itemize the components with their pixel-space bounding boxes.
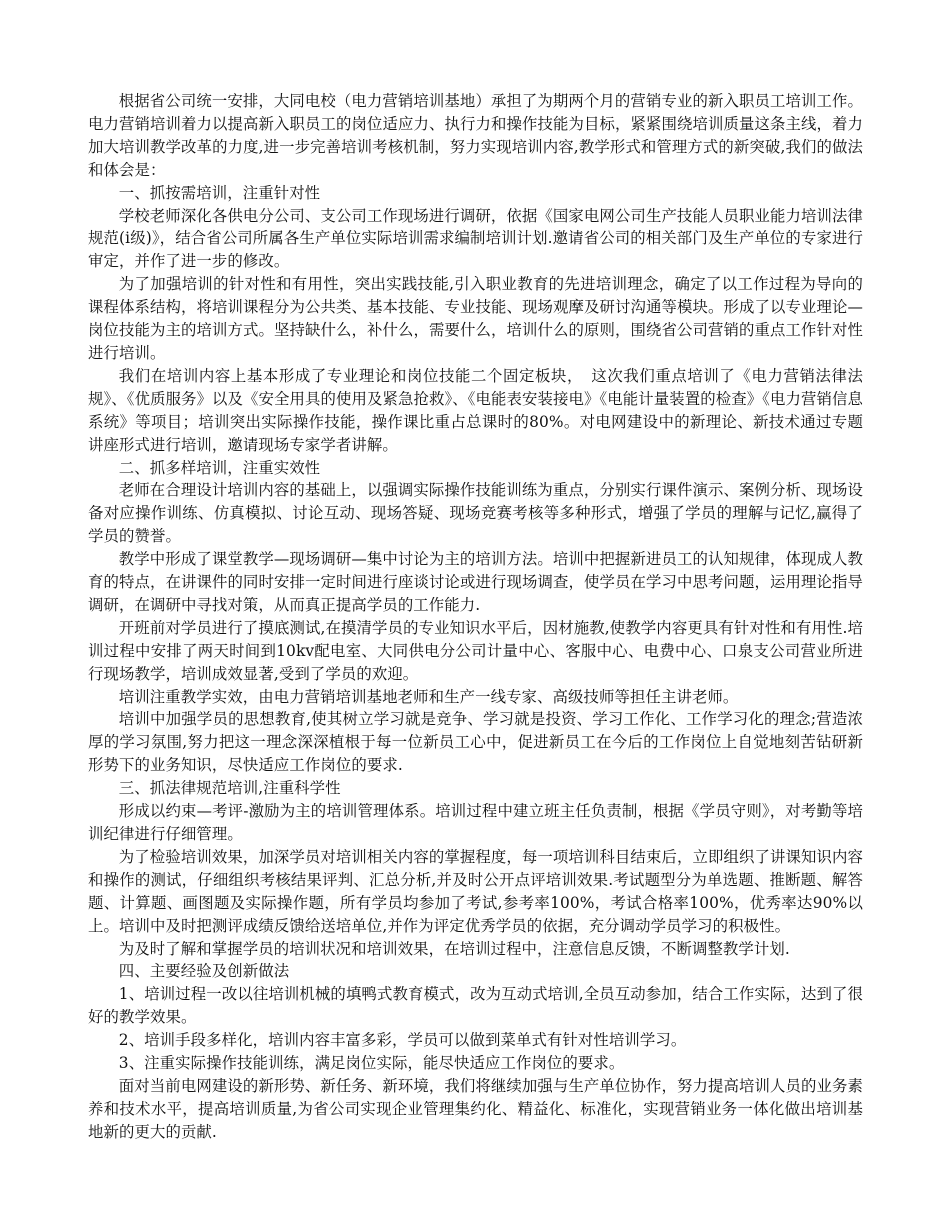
list-item: 2、培训手段多样化，培训内容丰富多彩，学员可以做到菜单式有针对性培训学习。 [118,1031,687,1050]
paragraph: 形成以约束—考评-激励为主的培训管理体系。培训过程中建立班主任负责制，根据《学员守则》，对考勤等培训纪律进行仔细管理。 [88,802,863,843]
closing-paragraph: 面对当前电网建设的新形势、新任务、新环境，我们将继续加强与生产单位协作，努力提高培训人员的业务素养和技术水平，提高培训质量,为省公司实现企业管理集约化、精益化、标准化，实现营销业务一体化做出培训基地新的更大的贡献. [88,1076,863,1141]
paragraph: 培训注重教学实效，由电力营销培训基地老师和生产一线专家、高级技师等担任主讲老师。 [118,687,739,706]
paragraph: 学校老师深化各供电分公司、支公司工作现场进行调研，依据《国家电网公司生产技能人员职业能力培训法律规范(ⅰ级)》，结合省公司所属各生产单位实际培训需求编制培训计划.邀请省公司的相关部门及生产单位的专家进行审定，并作了进一步的修改。 [88,206,863,271]
paragraph: 为及时了解和掌握学员的培训状况和培训效果，在培训过程中，注意信息反馈，不断调整教学计划. [118,939,790,958]
section-heading-4: 四、主要经验及创新做法 [118,962,290,981]
paragraph: 我们在培训内容上基本形成了专业理论和岗位技能二个固定板块， 这次我们重点培训了《电力营销法律法规》、《优质服务》以及《安全用具的使用及紧急抢救》、《电能表安装接电》《电能计量装置的检查》《电力营销信息系统》等项目；培训突出实际操作技能，操作课比重占总课时的80%。对电网建设中的新理论、新技术通过专题讲座形式进行培训，邀请现场专家学者讲解。 [88,366,863,454]
paragraph: 培训中加强学员的思想教育,使其树立学习就是竞争、学习就是投资、学习工作化、工作学习化的理念;营造浓厚的学习氛围,努力把这一理念深深植根于每一位新员工心中，促进新员工在今后的工作岗位上自觉地刻苦钻研新形势下的业务知识，尽快适应工作岗位的要求. [88,710,863,775]
paragraph: 为了加强培训的针对性和有用性，突出实践技能,引入职业教育的先进培训理念，确定了以工作过程为导向的课程体系结构，将培训课程分为公共类、基本技能、专业技能、现场观摩及研讨沟通等模块。形成了以专业理论—岗位技能为主的培训方式。坚持缺什么，补什么，需要什么，培训什么的原则，围绕省公司营销的重点工作针对性进行培训。 [88,275,863,362]
paragraph: 开班前对学员进行了摸底测试,在摸清学员的专业知识水平后，因材施教,使教学内容更具有针对性和有用性.培训过程中安排了两天时间到10kv配电室、大同供电分公司计量中心、客服中心、电费中心、口泉支公司营业所进行现场教学，培训成效显著,受到了学员的欢迎。 [88,618,863,683]
intro-paragraph: 根据省公司统一安排，大同电校（电力营销培训基地）承担了为期两个月的营销专业的新入职员工培训工作。电力营销培训着力以提高新入职员工的岗位适应力、执行力和操作技能为目标，紧紧围绕培训质量这条主线，着力加大培训教学改革的力度,进一步完善培训考核机制，努力实现培训内容,教学形式和管理方式的新突破,我们的做法和体会是： [88,92,863,179]
list-item: 3、注重实际操作技能训练，满足岗位实际，能尽快适应工作岗位的要求。 [118,1054,625,1073]
paragraph: 为了检验培训效果，加深学员对培训相关内容的掌握程度，每一项培训科目结束后，立即组织了讲课知识内容和操作的测试，仔细组织考核结果评判、汇总分析,并及时公开点评培训效果.考试题型分为单选题、推断题、解答题、计算题、画图题及实际操作题，所有学员均参加了考试,参考率100%，考试合格率100%，优秀率达90%以上。培训中及时把测评成绩反馈给送培单位,并作为评定优秀学员的依据，充分调动学员学习的积极性。 [88,847,863,935]
document-body [88,90,863,1144]
paragraph: 老师在合理设计培训内容的基础上，以强调实际操作技能训练为重点，分别实行课件演示、案例分析、现场设备对应操作训练、仿真模拟、讨论互动、现场答疑、现场竞赛考核等多种形式，增强了学员的理解与记忆,赢得了学员的赞誉。 [88,481,863,546]
section-heading-3: 三、抓法律规范培训,注重科学性 [118,779,341,798]
paragraph: 教学中形成了课堂教学—现场调研—集中讨论为主的培训方法。培训中把握新进员工的认知规律，体现成人教育的特点，在讲课件的同时安排一定时间进行座谈讨论或进行现场调查，使学员在学习中思考问题，运用理论指导调研，在调研中寻找对策，从而真正提高学员的工作能力. [88,550,863,614]
section-heading-2: 二、抓多样培训，注重实效性 [118,458,321,477]
list-item: 1、培训过程一改以往培训机械的填鸭式教育模式，改为互动式培训,全员互动参加，结合工作实际，达到了很好的教学效果。 [88,985,863,1027]
section-heading-1: 一、抓按需培训，注重针对性 [118,183,321,202]
